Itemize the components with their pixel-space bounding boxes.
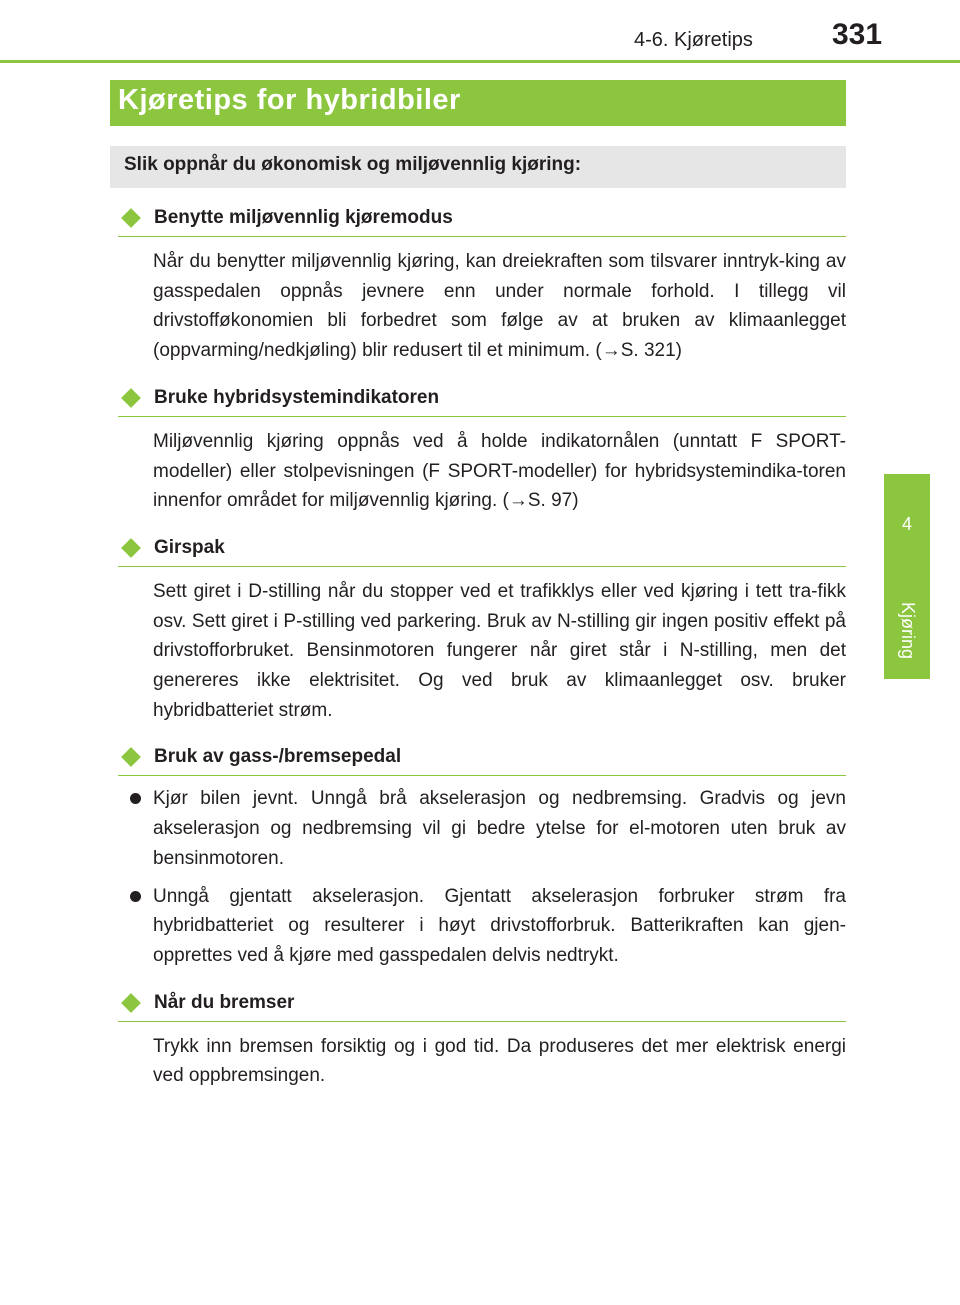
list-item-text: Kjør bilen jevnt. Unngå brå akselerasjon og nedbremsing. Gradvis og jevn akselerasjon og nedbremsing vil gi bedre ytelse for el-motoren uten bruk av bensinmotoren. [153, 788, 846, 869]
chapter-label: Kjøring [898, 602, 918, 660]
section-text: Miljøvennlig kjøring oppnås ved å holde indikatornålen (unntatt F SPORT-modeller) eller stolpevisningen (F SPORT-modeller) for hybridsystemindika-toren innenfor området for miljøvennlig kjøring. (→S. 97) [153, 430, 846, 512]
page-number: 331 [832, 18, 883, 51]
header-rule [0, 60, 960, 63]
section-text: Sett giret i D-stilling når du stopper ved et trafikklys eller ved kjøring i tett tra-fikk osv. Sett giret i P-stilling ved parkering. Bruk av N-stilling gir ingen positiv effekt på drivstofforbruket. Bensinmotoren fungerer når giret står i N-stilling, men det genereres ikke elektrisitet. Og ved bruk av klimaanlegget osv. bruker hybridbatteriet strøm. [153, 580, 846, 721]
list-item [130, 882, 846, 971]
list-item [130, 784, 846, 873]
bullet-dot-icon [130, 891, 141, 902]
diamond-bullet-icon [121, 993, 141, 1013]
section-heading [118, 985, 846, 1022]
diamond-bullet-icon [121, 388, 141, 408]
section-title: Bruk av gass-/bremsepedal [154, 746, 402, 768]
section-text: Når du benytter miljøvennlig kjøring, kan dreiekraften som tilsvarer inntryk-king av gasspedalen oppnås jevnere enn under normale forhold. I tillegg vil drivstofføkonomien bli forbedret som følge av at bruken av klimaanlegget (oppvarming/nedkjøling) blir redusert til et minimum. (→S. 321) [153, 251, 846, 362]
section-title: Benytte miljøvennlig kjøremodus [154, 207, 453, 228]
page-title: Kjøretips for hybridbiler [118, 84, 461, 116]
diamond-bullet-icon [121, 538, 141, 558]
section-hybrid-indicator [118, 380, 846, 516]
chapter-side-tab [884, 474, 930, 679]
section-text: Trykk inn bremsen forsiktig og i god tid. Da produseres det mer elektrisk energi ved oppbremsingen. [153, 1035, 846, 1087]
section-braking [118, 985, 846, 1091]
running-header-section: 4-6. Kjøretips [634, 29, 753, 51]
section-heading [118, 739, 846, 776]
section-heading [118, 200, 846, 237]
diamond-bullet-icon [121, 748, 141, 768]
page-title-bar [110, 80, 846, 126]
chapter-number: 4 [901, 514, 912, 534]
section-title: Bruke hybridsystemindikatoren [154, 386, 440, 408]
section-heading [118, 380, 846, 417]
section-shift-lever [118, 530, 846, 726]
section-pedals [118, 739, 846, 970]
section-title: Når du bremser [154, 991, 295, 1013]
section-heading [118, 530, 846, 567]
content [118, 200, 846, 1105]
diamond-bullet-icon [121, 208, 141, 228]
section-eco-mode [118, 200, 846, 366]
section-title: Girspak [154, 536, 225, 558]
list-item-text: Unngå gjentatt akselerasjon. Gjentatt akselerasjon forbruker strøm fra hybridbatteriet og resulterer i høyt drivstofforbruk. Batterikraften kan gjen-opprettes ved å kjøre med gasspedalen delvis nedtrykt. [153, 885, 846, 966]
intro-text: Slik oppnår du økonomisk og miljøvennlig kjøring: [124, 154, 582, 175]
intro-box [110, 146, 846, 188]
bullet-dot-icon [130, 793, 141, 804]
